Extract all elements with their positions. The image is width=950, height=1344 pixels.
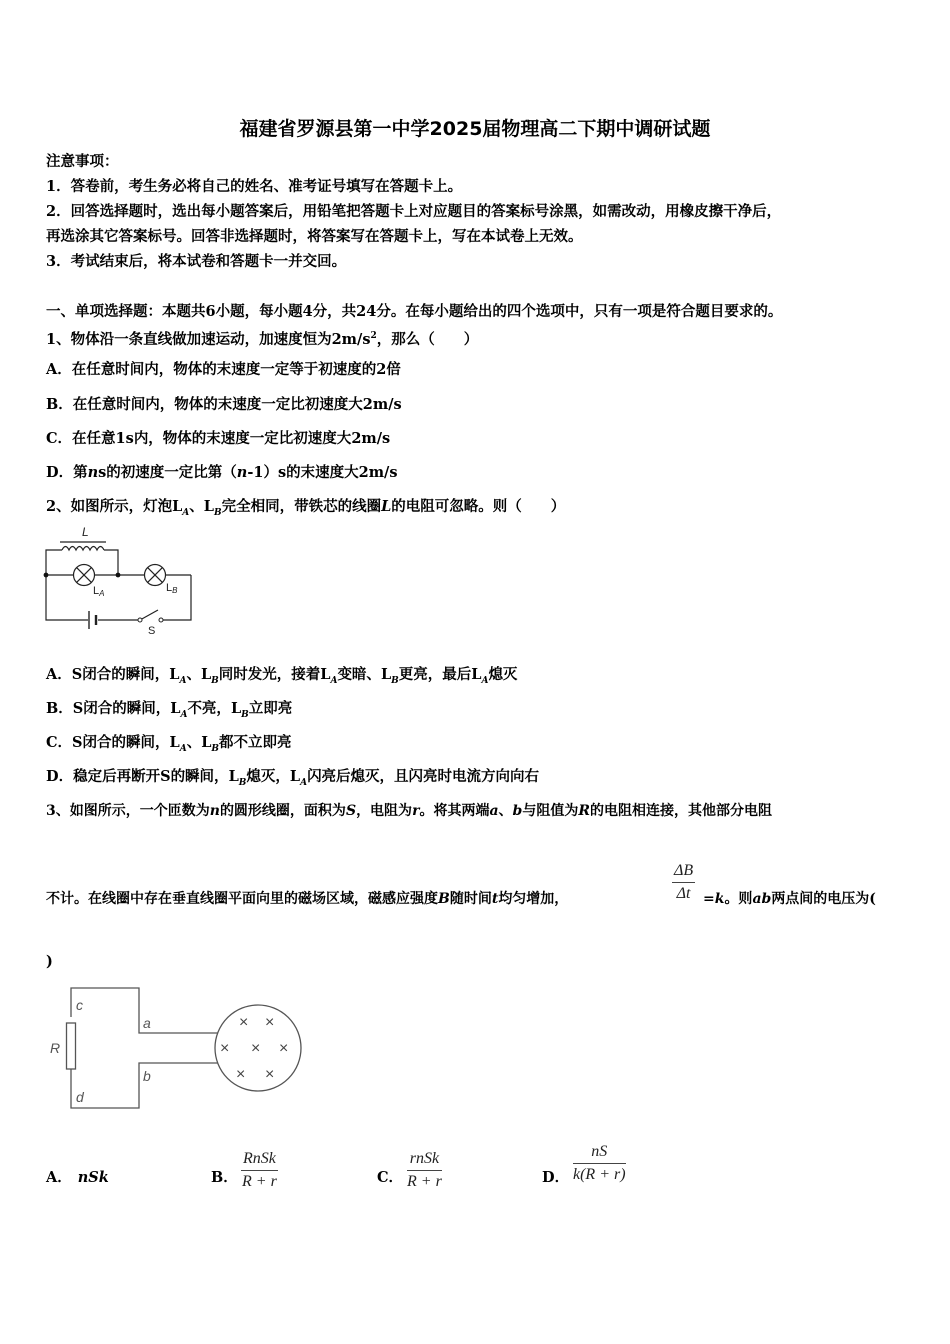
q3-rate-fraction bbox=[672, 862, 695, 903]
junction-dot bbox=[116, 573, 121, 578]
q1-stem-tail: ，那么（ ） bbox=[376, 330, 479, 348]
stem-text: 的电阻相连接，其他部分电阻 bbox=[589, 803, 772, 819]
wire bbox=[46, 550, 62, 575]
math-variable: B bbox=[438, 891, 450, 907]
option-text: L bbox=[380, 666, 392, 683]
option-text: L bbox=[201, 734, 212, 751]
option-text: S bbox=[72, 700, 84, 717]
option-text: S bbox=[72, 734, 83, 751]
q2-lb: L bbox=[203, 498, 214, 515]
q3-option-a bbox=[46, 1169, 109, 1187]
q2-option-b bbox=[46, 700, 292, 724]
point-b-label: b bbox=[143, 1068, 151, 1084]
option-var: n bbox=[87, 464, 99, 481]
option-text: 闭合的瞬间， bbox=[82, 734, 170, 751]
option-label: B． bbox=[46, 396, 73, 413]
switch-terminal bbox=[138, 618, 142, 622]
option-text: 、 bbox=[186, 666, 201, 683]
option-text: 的末速度大 bbox=[286, 464, 359, 481]
resistor-icon bbox=[67, 1023, 76, 1069]
option-sub: B bbox=[238, 777, 247, 788]
option-text: 立即亮 bbox=[248, 700, 293, 717]
option-text: S bbox=[160, 768, 171, 785]
option-text: 的初速度一定比第（ bbox=[106, 464, 237, 481]
option-sub: A bbox=[481, 675, 489, 686]
option-label: C． bbox=[46, 430, 73, 447]
option-text: L bbox=[471, 666, 482, 683]
stem-text: 。将其两端 bbox=[419, 803, 490, 819]
q1-stem-sup: 2 bbox=[370, 331, 377, 341]
option-text: L bbox=[320, 666, 331, 683]
option-text: 闭合的瞬间， bbox=[83, 700, 171, 717]
lamp-b-icon bbox=[145, 565, 166, 586]
q3-option-b-label: B． bbox=[211, 1169, 238, 1186]
option-text: L bbox=[228, 768, 239, 785]
q2-stem-tail: 的电阻可忽略。则（ ） bbox=[391, 498, 566, 515]
option-text: 不亮， bbox=[187, 700, 231, 717]
option-text: 更亮，最后 bbox=[398, 666, 472, 683]
section-heading: 一、单项选择题：本题共6小题，每小题4分，共24分。在每小题给出的四个选项中，只有一项是符合题目要求的。 bbox=[46, 303, 783, 320]
option-value: 2m/s bbox=[351, 430, 391, 447]
q3-stem-line-2 bbox=[46, 890, 568, 908]
option-sub: A bbox=[180, 709, 188, 720]
resistor-label: R bbox=[50, 1040, 61, 1056]
option-text: 熄灭， bbox=[246, 768, 290, 785]
math-variable: a bbox=[489, 803, 499, 819]
stem-text: ，电阻为 bbox=[356, 803, 413, 819]
fraction-denominator: R + r bbox=[242, 1173, 277, 1190]
field-cross-icon: × bbox=[265, 1014, 275, 1031]
option-text: s bbox=[98, 464, 107, 481]
stem-text: 的圆形线圈，面积为 bbox=[219, 803, 346, 819]
option-text: L bbox=[289, 768, 301, 785]
fraction-numerator: nS bbox=[573, 1143, 626, 1164]
fraction-denominator: R + r bbox=[407, 1173, 442, 1190]
option-text: 在任意时间内，物体的末速度一定等于初速度的 bbox=[71, 361, 377, 378]
stem-text: 均匀增加， bbox=[498, 891, 569, 907]
option-value: nSk bbox=[77, 1169, 109, 1186]
option-text: 、 bbox=[186, 734, 202, 751]
q2-lb-sub: B bbox=[213, 507, 222, 518]
q3-option-b-fraction bbox=[241, 1150, 278, 1191]
option-text: 在任意时间内，物体的末速度一定比初速度大 bbox=[72, 396, 363, 413]
option-text: 闭合的瞬间， bbox=[82, 666, 170, 683]
option-sub: B bbox=[211, 675, 219, 686]
q2-option-d bbox=[46, 768, 539, 792]
stem-text: 3、如图所示，一个匝数为 bbox=[46, 803, 210, 819]
option-label: B． bbox=[46, 700, 73, 717]
notice-item-3: 3．考试结束后，将本试卷和答题卡一并交回。 bbox=[46, 253, 347, 270]
notice-item-2: 2．回答选择题时，选出每小题答案后，用铅笔把答题卡上对应题目的答案标号涂黑，如需改动，用橡皮擦干净后， bbox=[46, 203, 782, 220]
stem-text: 不计。在线圈中存在垂直线圈平面向里的磁场区域，磁感应强度 bbox=[46, 891, 438, 907]
field-cross-icon: × bbox=[251, 1040, 261, 1057]
option-label: A． bbox=[46, 361, 72, 378]
coil-circuit-diagram bbox=[44, 980, 309, 1115]
math-variable: n bbox=[209, 803, 220, 819]
fraction-numerator: rnSk bbox=[407, 1150, 442, 1171]
option-text: L bbox=[169, 734, 180, 751]
option-text: 第 bbox=[73, 464, 88, 481]
option-text: 变暗、 bbox=[337, 666, 381, 683]
q3-option-c-fraction bbox=[407, 1150, 442, 1191]
field-cross-icon: × bbox=[236, 1066, 246, 1083]
option-text: S bbox=[71, 666, 83, 683]
q2-option-c bbox=[46, 734, 292, 758]
field-cross-icon: × bbox=[279, 1040, 289, 1057]
option-sub: B bbox=[241, 709, 249, 720]
option-text: -1）s bbox=[247, 464, 287, 481]
wire bbox=[104, 550, 118, 575]
option-var: n bbox=[236, 464, 248, 481]
notice-heading: 注意事项： bbox=[46, 153, 119, 170]
lamp-b-label-sub: B bbox=[172, 586, 178, 595]
option-text: 闪亮后熄灭，且闪亮时电流方向向右 bbox=[307, 768, 540, 785]
q1-stem bbox=[46, 327, 478, 349]
math-variable: ab bbox=[752, 891, 772, 907]
option-text: 熄灭 bbox=[488, 666, 518, 683]
option-label: A． bbox=[46, 1169, 72, 1186]
lamp-a-label-text: L bbox=[93, 585, 100, 597]
q1-stem-unit: 2m/s bbox=[331, 330, 371, 348]
q3-option-c-label: C． bbox=[377, 1169, 404, 1186]
stem-text: = bbox=[703, 891, 715, 907]
option-text: 稳定后再断开 bbox=[73, 768, 161, 785]
q1-option-c bbox=[46, 430, 390, 448]
stem-text: 与阻值为 bbox=[522, 803, 579, 819]
option-value: 1s bbox=[115, 430, 134, 447]
fraction-numerator: RnSk bbox=[241, 1150, 278, 1171]
option-label: D． bbox=[46, 768, 74, 785]
option-sub: A bbox=[330, 675, 338, 686]
q3-stem-line-3: ) bbox=[46, 953, 53, 970]
option-sub: B bbox=[391, 675, 399, 686]
stem-text: 两点间的电压为( bbox=[771, 891, 876, 907]
q2-stem-text: 2、如图所示，灯泡 bbox=[46, 498, 173, 515]
q2-l: L bbox=[381, 498, 392, 515]
option-text: L bbox=[200, 666, 212, 683]
option-text: L bbox=[230, 700, 242, 717]
circuit-diagram bbox=[40, 523, 200, 638]
math-variable: r bbox=[412, 803, 420, 819]
option-label: A． bbox=[46, 666, 72, 683]
q3-option-d-label: D． bbox=[542, 1169, 570, 1186]
q2-stem-text: 完全相同，带铁芯的线圈 bbox=[221, 498, 382, 515]
point-a-label: a bbox=[143, 1015, 151, 1031]
math-variable: R bbox=[578, 803, 590, 819]
option-text: L bbox=[170, 700, 181, 717]
q3-stem-line-2-tail bbox=[703, 890, 876, 908]
switch-lever bbox=[140, 610, 158, 620]
inductor-coil-icon bbox=[62, 547, 104, 551]
option-sub: A bbox=[179, 675, 187, 686]
notice-item-1: 1．答卷前，考生务必将自己的姓名、准考证号填写在答题卡上。 bbox=[46, 178, 463, 195]
lamp-a-label-sub: A bbox=[99, 589, 105, 598]
math-variable: t bbox=[491, 891, 499, 907]
option-value: 2m/s bbox=[362, 396, 402, 413]
q1-option-d bbox=[46, 464, 398, 482]
field-cross-icon: × bbox=[239, 1014, 249, 1031]
option-label: D． bbox=[46, 464, 74, 481]
page-title: 福建省罗源县第一中学2025届物理高二下期中调研试题 bbox=[239, 118, 711, 140]
option-text: 都不立即亮 bbox=[219, 734, 292, 751]
fraction-denominator: k(R + r) bbox=[573, 1166, 626, 1183]
option-value: 2 bbox=[376, 361, 387, 378]
lamp-a-label bbox=[93, 585, 104, 598]
field-cross-icon: × bbox=[220, 1040, 230, 1057]
option-text: L bbox=[169, 666, 180, 683]
point-c-label: c bbox=[76, 997, 83, 1013]
fraction-denominator: Δt bbox=[676, 885, 691, 902]
option-label: C． bbox=[46, 734, 73, 751]
q3-stem-line-1 bbox=[46, 802, 772, 820]
math-variable: S bbox=[345, 803, 357, 819]
fraction-numerator: ΔB bbox=[672, 862, 695, 883]
option-text: 同时发光，接着 bbox=[218, 666, 321, 683]
stem-text: 。则 bbox=[724, 891, 753, 907]
switch-label: S bbox=[148, 625, 156, 637]
option-text: 的瞬间， bbox=[170, 768, 229, 785]
lamp-a-icon bbox=[74, 565, 95, 586]
math-variable: b bbox=[512, 803, 523, 819]
option-sub: B bbox=[211, 743, 220, 754]
lamp-b-label bbox=[166, 582, 178, 595]
option-text: 在任意 bbox=[72, 430, 116, 447]
option-sub: A bbox=[179, 743, 187, 754]
option-value: 2m/s bbox=[358, 464, 398, 481]
junction-dot bbox=[44, 573, 49, 578]
lamp-b-label-text: L bbox=[166, 582, 173, 594]
q2-la: L bbox=[172, 498, 183, 515]
q2-sep: 、 bbox=[189, 498, 204, 515]
q2-stem bbox=[46, 498, 565, 522]
point-d-label: d bbox=[76, 1089, 84, 1105]
q2-option-a bbox=[46, 666, 517, 690]
q1-stem-text: 1、物体沿一条直线做加速运动，加速度恒为 bbox=[46, 330, 332, 348]
q1-option-a bbox=[46, 361, 401, 379]
stem-text: 随时间 bbox=[449, 891, 492, 907]
math-variable: k bbox=[714, 891, 725, 907]
q3-option-d-fraction bbox=[573, 1143, 626, 1184]
stem-text: 、 bbox=[498, 803, 513, 819]
option-sub: A bbox=[300, 777, 308, 788]
option-text: 倍 bbox=[386, 361, 401, 378]
inductor-label: L bbox=[82, 525, 89, 539]
notice-item-2-cont: 再选涂其它答案标号。回答非选择题时，将答案写在答题卡上，写在本试卷上无效。 bbox=[46, 228, 583, 245]
q2-la-sub: A bbox=[182, 507, 190, 518]
field-cross-icon: × bbox=[265, 1066, 275, 1083]
switch-terminal bbox=[159, 618, 163, 622]
option-text: 内，物体的末速度一定比初速度大 bbox=[133, 430, 352, 447]
q1-option-b bbox=[46, 396, 402, 414]
